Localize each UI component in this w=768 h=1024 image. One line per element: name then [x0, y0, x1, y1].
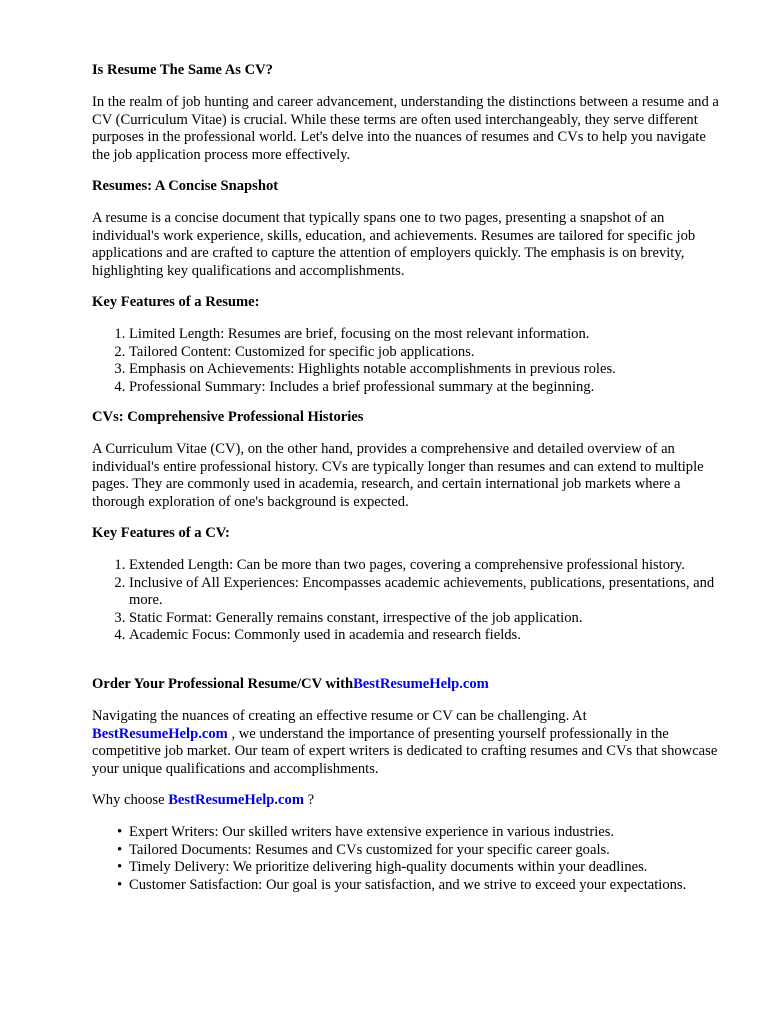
- list-item: 2. Tailored Content: Customized for specific job applications.: [129, 344, 729, 362]
- intro-paragraph: In the realm of job hunting and career advancement, understanding the distinctions between a resume and a CV (Curriculum Vitae) is crucial. While these terms are often used interchangeably, they serve different purposes in the professional world. Let's delve into the nuances of resumes and CVs to help you navigate the job application process more effectively.: [92, 94, 719, 163]
- list-item: 1. Limited Length: Resumes are brief, focusing on the most relevant information.: [129, 326, 729, 344]
- best-resume-help-link[interactable]: BestResumeHelp.com: [92, 725, 228, 742]
- best-resume-help-link[interactable]: BestResumeHelp.com: [168, 792, 304, 808]
- bullet-text: Customer Satisfaction: Our goal is your satisfaction, and we strive to exceed your expectations.: [129, 876, 687, 893]
- why-choose-suffix: ?: [307, 792, 315, 808]
- order-para-suffix: , we understand the importance of presenting yourself professionally in the competitive job market. Our team of expert writers is dedicated to crafting resumes and CVs that showcase your unique qualifications and accomplishments.: [92, 725, 718, 777]
- order-heading-text: Order Your Professional Resume/CV with: [92, 676, 354, 692]
- cv-features-heading: Key Features of a CV:: [92, 525, 230, 541]
- why-choose-prefix: Why choose: [92, 792, 165, 808]
- best-resume-help-link[interactable]: BestResumeHelp.com: [353, 676, 489, 692]
- bullet-icon: •: [117, 859, 123, 876]
- list-item: 2. Inclusive of All Experiences: Encompasses academic achievements, publications, presentations, and more.: [129, 575, 729, 610]
- bullet-icon: •: [117, 841, 123, 858]
- list-item: 4. Academic Focus: Commonly used in academia and research fields.: [129, 627, 729, 645]
- resume-section-heading: Resumes: A Concise Snapshot: [92, 178, 279, 194]
- list-item: 1. Extended Length: Can be more than two pages, covering a comprehensive professional history.: [129, 557, 729, 575]
- resume-features-list: [92, 326, 729, 396]
- list-item: 3. Static Format: Generally remains constant, irrespective of the job application.: [129, 610, 729, 628]
- cv-section-heading: CVs: Comprehensive Professional Histories: [92, 409, 364, 425]
- cv-features-list: [92, 557, 729, 645]
- why-choose-line: [92, 792, 722, 810]
- bullet-text: Expert Writers: Our skilled writers have extensive experience in various industries.: [129, 824, 615, 840]
- order-section-paragraph: [92, 708, 722, 778]
- list-item: 3. Emphasis on Achievements: Highlights notable accomplishments in previous roles.: [129, 361, 729, 379]
- resume-section-body: A resume is a concise document that typically spans one to two pages, presenting a snapshot of an individual's work experience, skills, education, and achievements. Resumes are tailored for specific job applications and are crafted to capture the attention of employers quickly. The emphasis is on brevity, highlighting key qualifications and accomplishments.: [92, 210, 696, 279]
- order-para-prefix: Navigating the nuances of creating an effective resume or CV can be challenging. At: [92, 708, 587, 724]
- bullet-text: Timely Delivery: We prioritize delivering high-quality documents within your deadlines.: [129, 859, 648, 876]
- list-item: 4. Professional Summary: Includes a brief professional summary at the beginning.: [129, 379, 729, 397]
- why-choose-bullet-list: [92, 824, 692, 894]
- page-title: Is Resume The Same As CV?: [92, 62, 273, 78]
- list-item: [92, 824, 692, 842]
- bullet-text: Tailored Documents: Resumes and CVs customized for your specific career goals.: [129, 841, 610, 858]
- cv-section-body: A Curriculum Vitae (CV), on the other hand, provides a comprehensive and detailed overview of an individual's entire professional history. CVs are typically longer than resumes and can extend to multiple pages. They are commonly used in academia, research, and certain international job markets where a thorough exploration of one's background is expected.: [92, 441, 704, 510]
- bullet-icon: •: [117, 876, 123, 893]
- list-item: [92, 842, 692, 860]
- list-item: [92, 859, 692, 877]
- order-section-heading: [92, 676, 722, 694]
- list-item: [92, 877, 692, 895]
- resume-features-heading: Key Features of a Resume:: [92, 294, 260, 310]
- bullet-icon: •: [117, 824, 123, 840]
